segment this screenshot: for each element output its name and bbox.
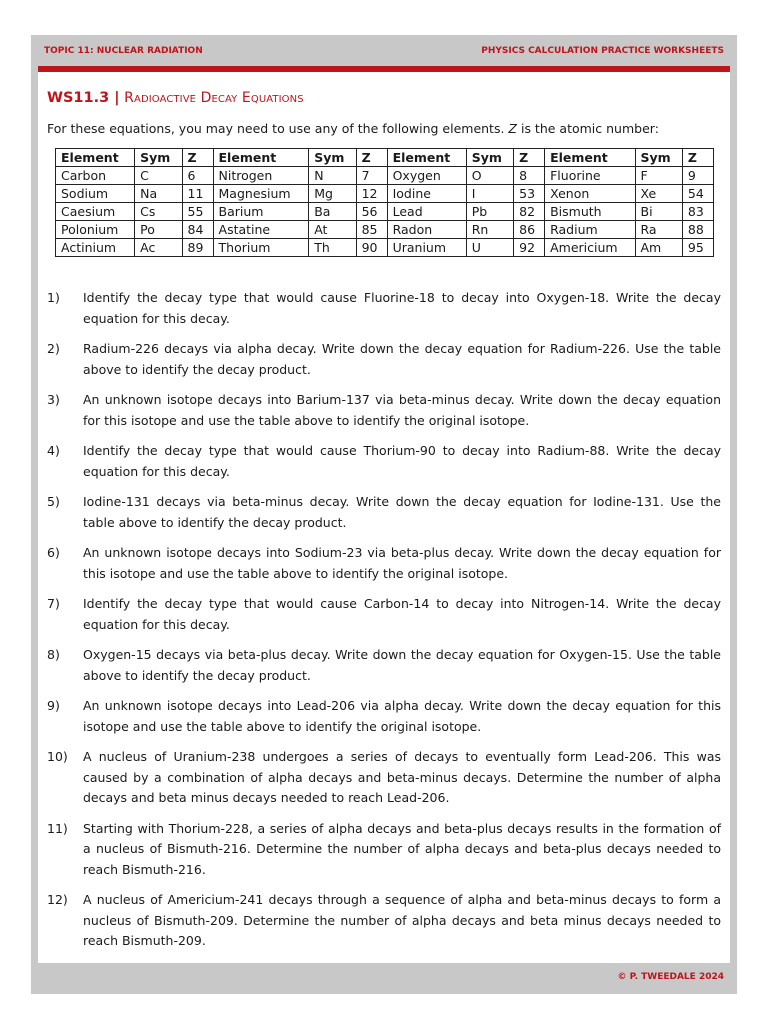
table-cell: Magnesium bbox=[213, 185, 309, 203]
table-header-cell: Z bbox=[514, 149, 545, 167]
question-number: 5) bbox=[47, 494, 60, 509]
question-text: An unknown isotope decays into Barium-137 via beta-minus decay. Write down the decay equation for this isotope and use the table above to identify the original isotope. bbox=[83, 392, 721, 428]
table-header-cell: Sym bbox=[135, 149, 182, 167]
intro-variable: Z bbox=[508, 121, 517, 136]
question-item bbox=[47, 594, 722, 635]
copyright-notice: © P. TWEEDALE 2024 bbox=[617, 972, 724, 982]
table-cell: Ba bbox=[309, 203, 356, 221]
question-number: 8) bbox=[47, 647, 60, 662]
table-cell: 55 bbox=[182, 203, 213, 221]
table-header-cell: Z bbox=[356, 149, 387, 167]
question-text: A nucleus of Americium-241 decays through a sequence of alpha and beta-minus decays to form a nucleus of Bismuth-209. Determine the number of alpha decays and beta minus decays needed to reach Bismuth-209. bbox=[83, 892, 721, 948]
question-text: An unknown isotope decays into Sodium-23 via beta-plus decay. Write down the decay equation for this isotope and use the table above to identify the original isotope. bbox=[83, 545, 721, 581]
table-cell: Th bbox=[309, 239, 356, 257]
table-cell: Po bbox=[135, 221, 182, 239]
table-cell: C bbox=[135, 167, 182, 185]
worksheet-title bbox=[47, 90, 304, 106]
table-cell: 9 bbox=[682, 167, 713, 185]
table-cell: 56 bbox=[356, 203, 387, 221]
header-series: PHYSICS CALCULATION PRACTICE WORKSHEETS bbox=[481, 46, 724, 56]
table-cell: 6 bbox=[182, 167, 213, 185]
question-text: Oxygen-15 decays via beta-plus decay. Write down the decay equation for Oxygen-15. Use the table above to identify the decay product. bbox=[83, 647, 721, 683]
table-header-row bbox=[56, 149, 714, 167]
table-cell: Barium bbox=[213, 203, 309, 221]
question-text: A nucleus of Uranium-238 undergoes a series of decays to eventually form Lead-206. This was caused by a combination of alpha decays and beta-minus decays. Determine the number of alpha decays and beta minus decays needed to reach Lead-206. bbox=[83, 749, 721, 805]
question-number: 1) bbox=[47, 290, 60, 305]
table-row bbox=[56, 203, 714, 221]
table-cell: Rn bbox=[466, 221, 513, 239]
question-number: 2) bbox=[47, 341, 60, 356]
worksheet-content bbox=[38, 66, 730, 963]
question-text: Iodine-131 decays via beta-minus decay. Write down the decay equation for Iodine-131. Use the table above to identify the decay product. bbox=[83, 494, 721, 530]
table-cell: F bbox=[635, 167, 682, 185]
question-number: 3) bbox=[47, 392, 60, 407]
page-header bbox=[38, 40, 730, 62]
table-cell: O bbox=[466, 167, 513, 185]
table-header-cell: Element bbox=[545, 149, 635, 167]
question-number: 11) bbox=[47, 820, 68, 836]
intro-text bbox=[47, 121, 659, 136]
table-cell: Cs bbox=[135, 203, 182, 221]
table-cell: Fluorine bbox=[545, 167, 635, 185]
table-cell: Na bbox=[135, 185, 182, 203]
table-header-cell: Sym bbox=[635, 149, 682, 167]
table-cell: 11 bbox=[182, 185, 213, 203]
question-number: 10) bbox=[47, 749, 68, 764]
table-header-cell: Element bbox=[56, 149, 135, 167]
intro-before: For these equations, you may need to use any of the following elements. bbox=[47, 121, 509, 136]
table-cell: 84 bbox=[182, 221, 213, 239]
question-text: Identify the decay type that would cause Thorium-90 to decay into Radium-88. Write the decay equation for this decay. bbox=[83, 443, 721, 479]
question-number: 9) bbox=[47, 698, 60, 713]
table-cell: Radium bbox=[545, 221, 635, 239]
question-item bbox=[47, 492, 722, 533]
worksheet-heading: Radioactive Decay Equations bbox=[124, 90, 304, 106]
table-cell: Xenon bbox=[545, 185, 635, 203]
table-row bbox=[56, 167, 714, 185]
table-cell: Bi bbox=[635, 203, 682, 221]
question-item bbox=[47, 288, 722, 329]
table-cell: 53 bbox=[514, 185, 545, 203]
question-item bbox=[47, 339, 722, 380]
table-cell: N bbox=[309, 167, 356, 185]
question-item bbox=[47, 747, 722, 809]
table-cell: I bbox=[466, 185, 513, 203]
question-item bbox=[47, 543, 722, 584]
table-cell: 86 bbox=[514, 221, 545, 239]
table-cell: Oxygen bbox=[387, 167, 466, 185]
table-cell: Actinium bbox=[56, 239, 135, 257]
question-item bbox=[47, 390, 722, 431]
table-header-cell: Z bbox=[182, 149, 213, 167]
question-item bbox=[47, 441, 722, 482]
table-cell: Bismuth bbox=[545, 203, 635, 221]
table-cell: At bbox=[309, 221, 356, 239]
question-text: An unknown isotope decays into Lead-206 via alpha decay. Write down the decay equation for this isotope and use the table above to identify the original isotope. bbox=[83, 698, 721, 734]
table-row bbox=[56, 239, 714, 257]
worksheet-code: WS11.3 | bbox=[47, 90, 120, 106]
table-cell: 89 bbox=[182, 239, 213, 257]
table-cell: Xe bbox=[635, 185, 682, 203]
table-cell: Americium bbox=[545, 239, 635, 257]
table-row bbox=[56, 221, 714, 239]
table-cell: 90 bbox=[356, 239, 387, 257]
question-text: Identify the decay type that would cause Fluorine-18 to decay into Oxygen-18. Write the decay equation for this decay. bbox=[83, 290, 721, 326]
page-footer bbox=[38, 966, 730, 988]
table-cell: Ac bbox=[135, 239, 182, 257]
table-cell: Carbon bbox=[56, 167, 135, 185]
table-cell: 7 bbox=[356, 167, 387, 185]
table-cell: 83 bbox=[682, 203, 713, 221]
table-cell: Lead bbox=[387, 203, 466, 221]
question-item bbox=[47, 696, 722, 737]
table-cell: 54 bbox=[682, 185, 713, 203]
question-number: 7) bbox=[47, 596, 60, 611]
table-cell: Am bbox=[635, 239, 682, 257]
table-header-cell: Z bbox=[682, 149, 713, 167]
table-cell: Sodium bbox=[56, 185, 135, 203]
header-topic: TOPIC 11: NUCLEAR RADIATION bbox=[44, 46, 203, 56]
table-cell: 95 bbox=[682, 239, 713, 257]
table-cell: 82 bbox=[514, 203, 545, 221]
table-header-cell: Element bbox=[213, 149, 309, 167]
table-cell: Thorium bbox=[213, 239, 309, 257]
question-item bbox=[47, 819, 722, 881]
table-cell: Iodine bbox=[387, 185, 466, 203]
table-cell: Ra bbox=[635, 221, 682, 239]
question-text: Identify the decay type that would cause Carbon-14 to decay into Nitrogen-14. Write the decay equation for this decay. bbox=[83, 596, 721, 632]
intro-after: is the atomic number: bbox=[517, 121, 659, 136]
table-cell: Astatine bbox=[213, 221, 309, 239]
elements-table bbox=[55, 148, 714, 257]
table-cell: Mg bbox=[309, 185, 356, 203]
table-cell: 92 bbox=[514, 239, 545, 257]
question-text: Radium-226 decays via alpha decay. Write down the decay equation for Radium-226. Use the table above to identify the decay product. bbox=[83, 341, 721, 377]
table-cell: Polonium bbox=[56, 221, 135, 239]
question-number: 12) bbox=[47, 892, 68, 907]
table-row bbox=[56, 185, 714, 203]
question-item bbox=[47, 645, 722, 686]
table-header-cell: Sym bbox=[309, 149, 356, 167]
question-number: 6) bbox=[47, 545, 60, 560]
table-cell: Pb bbox=[466, 203, 513, 221]
table-cell: Uranium bbox=[387, 239, 466, 257]
question-item bbox=[47, 890, 722, 952]
header-divider bbox=[38, 66, 730, 72]
question-number: 4) bbox=[47, 443, 60, 458]
table-cell: 85 bbox=[356, 221, 387, 239]
table-body bbox=[56, 167, 714, 257]
table-cell: Radon bbox=[387, 221, 466, 239]
table-cell: 88 bbox=[682, 221, 713, 239]
question-list bbox=[47, 288, 722, 962]
table-header-cell: Element bbox=[387, 149, 466, 167]
table-cell: Caesium bbox=[56, 203, 135, 221]
table-cell: U bbox=[466, 239, 513, 257]
question-text: Starting with Thorium-228, a series of alpha decays and beta-plus decays results in the formation of a nucleus of Bismuth-216. Determine the number of alpha decays and beta-plus decays needed to reach Bismuth-216. bbox=[83, 820, 721, 877]
table-cell: 8 bbox=[514, 167, 545, 185]
table-header-cell: Sym bbox=[466, 149, 513, 167]
table-cell: Nitrogen bbox=[213, 167, 309, 185]
table-cell: 12 bbox=[356, 185, 387, 203]
